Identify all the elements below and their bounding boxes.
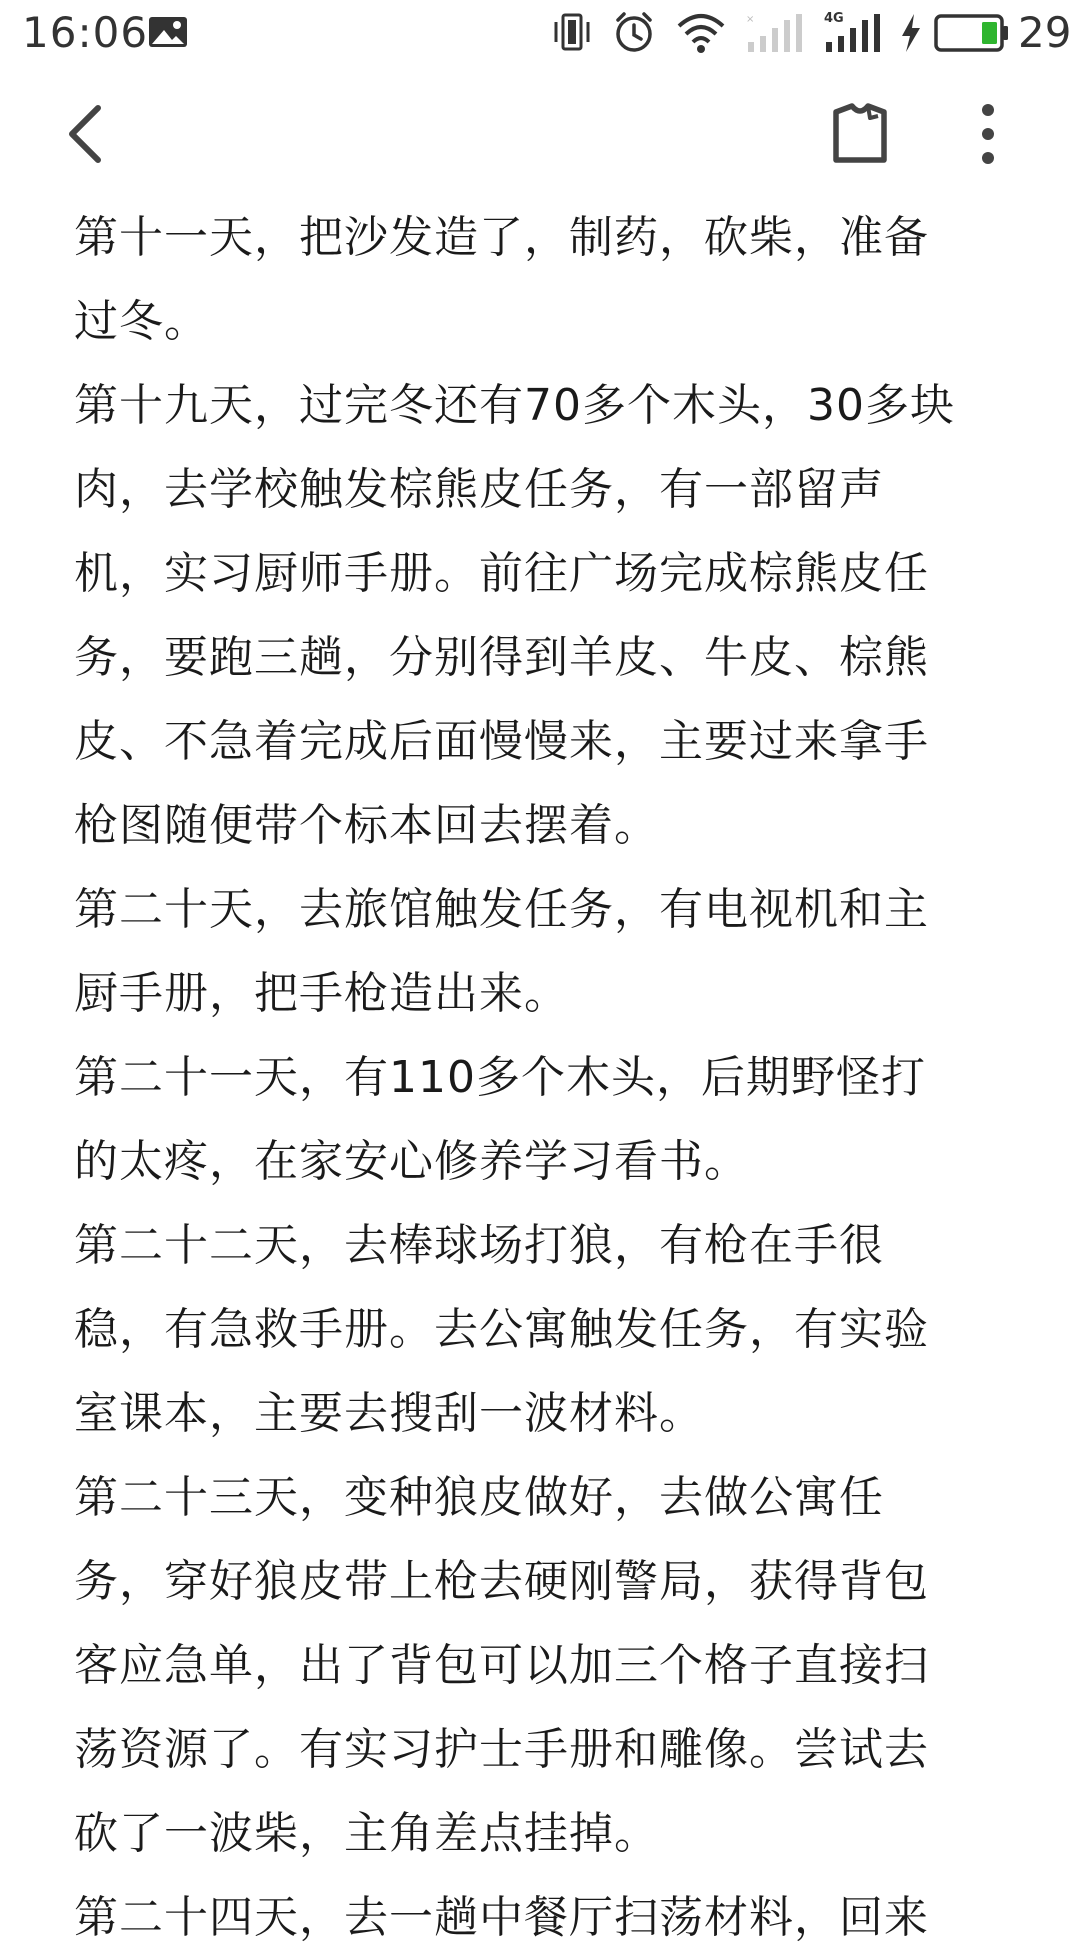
network-type-label: 4G	[824, 11, 844, 26]
signal-sim2-icon	[822, 12, 882, 54]
signal-sim1-icon	[742, 12, 802, 54]
article-line: 第二十天，去旅馆触发任务，有电视机和主	[74, 884, 929, 935]
article-line: 室课本，主要去搜刮一波材料。	[74, 1388, 704, 1439]
article-line: 厨手册，把手枪造出来。	[74, 968, 569, 1019]
vibrate-icon	[552, 12, 592, 52]
charging-icon	[900, 14, 922, 52]
article-line: 皮、不急着完成后面慢慢来，主要过来拿手	[74, 716, 929, 767]
article-line: 机，实习厨师手册。前往广场完成棕熊皮任	[74, 548, 929, 599]
chevron-left-icon[interactable]	[52, 98, 124, 170]
shirt-icon[interactable]	[824, 98, 896, 170]
article-line: 第十九天，过完冬还有70多个木头，30多块	[74, 380, 955, 431]
article-line: 过冬。	[74, 296, 209, 347]
article-line: 肉，去学校触发棕熊皮任务，有一部留声	[74, 464, 884, 515]
article-line: 务，要跑三趟，分别得到羊皮、牛皮、棕熊	[74, 632, 929, 683]
more-vertical-icon[interactable]	[960, 98, 1016, 170]
top-toolbar	[0, 66, 1080, 200]
svg-text:×: ×	[746, 14, 755, 25]
article-line: 稳，有急救手册。去公寓触发任务，有实验	[74, 1304, 929, 1355]
picture-icon	[148, 16, 188, 48]
article-line: 第二十一天，有110多个木头，后期野怪打	[74, 1052, 926, 1103]
article-body	[74, 196, 1014, 1960]
battery-icon	[934, 14, 1010, 52]
article-line: 的太疼，在家安心修养学习看书。	[74, 1136, 749, 1187]
alarm-icon	[612, 10, 656, 54]
article-line: 砍了一波柴，主角差点挂掉。	[74, 1808, 659, 1859]
wifi-icon	[676, 12, 726, 54]
article-line: 枪图随便带个标本回去摆着。	[74, 800, 659, 851]
article-line: 第二十四天，去一趟中餐厅扫荡材料，回来	[74, 1892, 929, 1943]
status-bar	[0, 0, 1080, 66]
article-line: 第十一天，把沙发造了，制药，砍柴，准备	[74, 212, 929, 263]
article-line: 务，穿好狼皮带上枪去硬刚警局，获得背包	[74, 1556, 929, 1607]
status-time: 16:06	[22, 8, 149, 57]
article-line: 第二十三天，变种狼皮做好，去做公寓任	[74, 1472, 884, 1523]
article-line: 荡资源了。有实习护士手册和雕像。尝试去	[74, 1724, 929, 1775]
battery-percent: 29	[1018, 8, 1072, 57]
article-line: 客应急单，出了背包可以加三个格子直接扫	[74, 1640, 929, 1691]
article-line: 第二十二天，去棒球场打狼，有枪在手很	[74, 1220, 884, 1271]
